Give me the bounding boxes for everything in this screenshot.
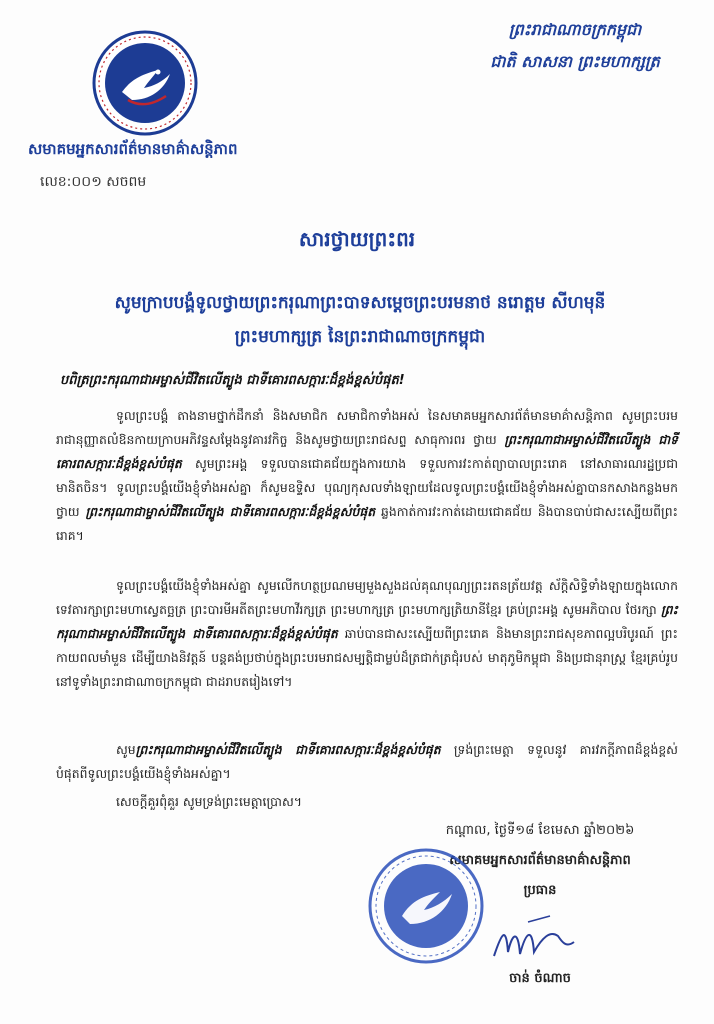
paragraph-text: សូម: [116, 742, 136, 757]
place-date: កណ្តាល, ថ្ងៃទី១៨ ខែមេសា ឆ្នាំ២០២៦: [445, 823, 635, 838]
kingdom-line: ព្រះរាជាណាចក្រកម្ពុជា: [508, 20, 642, 39]
paragraph-1: [56, 404, 678, 548]
association-name: សមាគមអ្នកសារព័ត៌មានមាគ៌ាសន្តិភាព: [28, 140, 238, 158]
salutation: បពិត្រព្រះករុណាជាអម្ចាស់ជីវិតលើត្បូង ជាទីគោរពសក្ការៈដ៏ខ្ពង់ខ្ពស់បំផុត!: [60, 373, 405, 388]
motto-line: ជាតិ សាសនា ព្រះមហាក្សត្រ: [490, 52, 660, 71]
reference-number: លេខ:០០១ សចពម: [40, 174, 147, 190]
signature-role: ប្រធាន: [523, 883, 557, 898]
paragraph-text: ទូលព្រះបង្គំយើងខ្ញុំទាំងអស់គ្នា សូមលើកហត្ថប្រណមម្យមួងសួងដល់គុណបុណ្យព្រះរតនត្រ័យវត្ត ស័ក្តិសិទ្ធិទាំងឡាយក្នុងលោក ទេវតារក្សាព្រះមហាស្វេតច្ឆត្រ ព្រះបារមីអតីតព្រះមហាវីរក្សត្រ ព្រះមហាក្សត្រ ព្រះមហាក្សត្រិយានីខ្មែរ គ្រប់ព្រះអង្គ សូមអភិបាល ថែរក្សា: [56, 578, 678, 617]
signature-scribble: [488, 912, 578, 968]
document-title: សារថ្វាយព្រះពរ: [298, 227, 416, 251]
signature-organization: សមាគមអ្នកសារព័ត៌មានមាគ៌ាសន្តិភាព: [449, 853, 631, 868]
signatory-name: ចាន់ ចំណាច: [509, 971, 571, 986]
subject-line-1: សូមក្រាបបង្គំទូលថ្វាយព្រះករុណាព្រះបាទសម្តេចព្រះបរមនាថ នរោត្តម សីហមុនី: [114, 293, 606, 313]
closing-phrase: សេចក្តីគួរពុំគួរ សូមទ្រង់ព្រះមេត្តាប្រោស។: [116, 794, 302, 809]
paragraph-2: [56, 574, 678, 694]
royal-title: ព្រះករុណាជាអម្ចាស់ជីវិតលើត្បូង ជាទីគោរពសក្ការៈដ៏ខ្ពង់ខ្ពស់បំផុត: [56, 602, 678, 641]
royal-title: ព្រះករុណាជាអម្ចាស់ជីវិតលើត្បូង ជាទីគោរពសក្ការៈដ៏ខ្ពង់ខ្ពស់បំផុត: [135, 742, 441, 757]
paragraph-text: សូមព្រះអង្គ ទទួលបានជោគជ័យក្នុងការយាង ទទួលការវះកាត់ព្យាបាលព្រះរោគ នៅសាធារណរដ្ឋប្រជាមានិតចិន។ ទូលព្រះបង្គំយើងខ្ញុំទាំងអស់គ្នា ក៏សូមឧទ្ទិស បុណ្យកុសលទាំងឡាយដែលទូលព្រះបង្គំយើងខ្ញុំទាំងអស់គ្នាបានកសាងកន្លងមកថ្វាយ: [56, 456, 678, 519]
association-seal: [366, 846, 486, 966]
royal-title: ព្រះករុណាជាអម្ចាស់ជីវិតលើត្បូង ជាទីគោរពសក្ការៈដ៏ខ្ពង់ខ្ពស់បំផុត: [56, 432, 678, 471]
paragraph-text: ឆាប់បានជាសះស្បើយពីព្រះរោគ និងមានព្រះរាជសុខភាពល្អបរិបូរណ៍ ព្រះកាយពលមាំមួន ដើម្បីយាងនិវត្តន៍ បន្តគង់ប្រថាប់ក្នុងព្រះបរមរាជសម្បត្តិជាម្លប់ដ៏ត្រជាក់ត្រជុំរបស់ មាតុភូមិកម្ពុជា និងប្រជានុរាស្ត្រ ខ្មែរគ្រប់រូប នៅទូទាំងព្រះរាជាណាចក្រកម្ពុជា ជាដរាបតរៀងទៅ។: [56, 626, 678, 689]
kingdom-motto: [460, 14, 690, 78]
paragraph-text: ឆ្លងកាត់ការវះកាត់ដោយជោគជ័យ និងបានបាប់ជាសះស្បើយពីព្រះរោគ។: [56, 504, 679, 543]
royal-title: ព្រះករុណាជាម្ចាស់ជីវិតលើត្បូង ជាទីគោរពសក្ការៈដ៏ខ្ពង់ខ្ពស់បំផុត: [85, 504, 376, 519]
paragraph-text: ទ្រង់ព្រះមេត្តា ទទួលនូវ គារវភក្តីភាពដ៏ខ្ពង់ខ្ពស់បំផុតពីទូលព្រះបង្គំយើងខ្ញុំទាំងអស់គ្នា។: [56, 742, 678, 781]
paragraph-3: [56, 738, 678, 786]
association-logo: [92, 30, 198, 136]
paragraph-text: ទូលព្រះបង្គំ តាងនាមថ្នាក់ដឹកនាំ និងសមាជិក សមាជិកាទាំងអស់ នៃសមាគមអ្នកសារព័ត៌មានមាគ៌ាសន្តិភាព សូមព្រះបរមរាជានុញ្ញាតលំឱនកាយក្រាបអភិវន្ទសម្តែងនូវគារវកិច្ច និងសូមថ្វាយព្រះរាជសព្ទ សាធុការពរ ថ្វាយ: [56, 408, 678, 447]
subject-line-2: ព្រះមហាក្សត្រ នៃព្រះរាជាណាចក្រកម្ពុជា: [234, 327, 486, 347]
